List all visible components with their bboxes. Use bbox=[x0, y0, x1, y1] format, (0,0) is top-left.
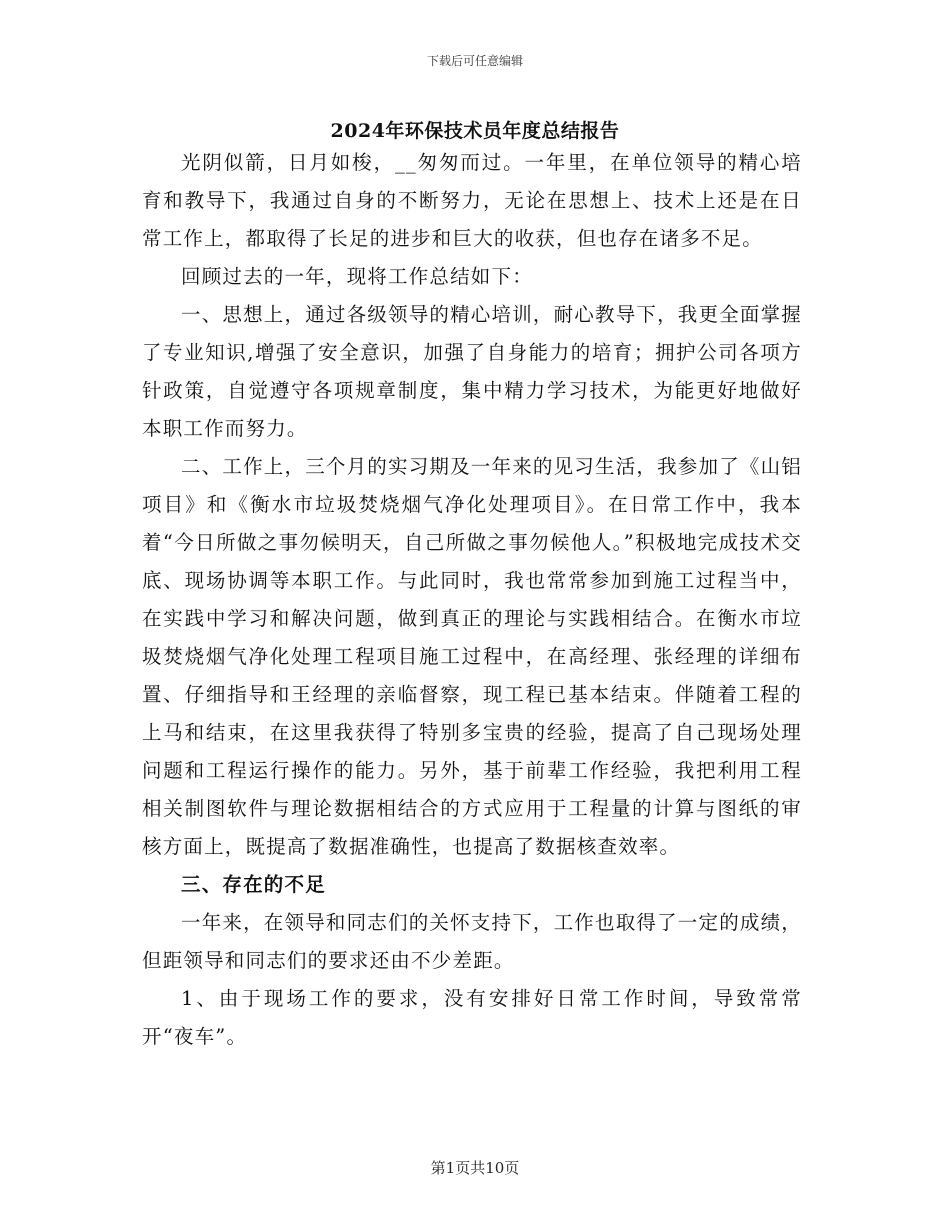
paragraph-intro: 光阴似箭，日月如梭，__匆匆而过。一年里，在单位领导的精心培育和教导下，我通过自身的不断努力，无论在思想上、技术上还是在日常工作上，都取得了长足的进步和巨大的收获，但也存在诸多不足。 bbox=[142, 151, 802, 250]
document-body bbox=[142, 144, 802, 1056]
paragraph-shortcomings-intro: 一年来，在领导和同志们的关怀支持下，工作也取得了一定的成绩，但距领导和同志们的要求还由不少差距。 bbox=[142, 911, 803, 972]
document-title: 2024年环保技术员年度总结报告 bbox=[330, 120, 620, 142]
paragraph-shortcoming-1: 1、由于现场工作的要求，没有安排好日常工作时间，导致常常开“夜车”。 bbox=[142, 987, 802, 1048]
page-number: 第1页共10页 bbox=[430, 1159, 520, 1177]
paragraph-ideology: 一、思想上，通过各级领导的精心培训，耐心教导下，我更全面掌握了专业知识,增强了安全意识，加强了自身能力的培育；拥护公司各项方针政策，自觉遵守各项规章制度，集中精力学习技术，为能更好地做好本职工作而努力。 bbox=[142, 303, 803, 440]
section-heading-shortcomings: 三、存在的不足 bbox=[181, 873, 326, 896]
paragraph-summary-lead: 回顾过去的一年，现将工作总结如下： bbox=[181, 265, 533, 288]
paragraph-work: 二、工作上，三个月的实习期及一年来的见习生活，我参加了《山铝项目》和《衡水市垃圾焚烧烟气净化处理项目》。在日常工作中，我本着“今日所做之事勿候明天，自己所做之事勿候他人。”积极地完成技术交底、现场协调等本职工作。与此同时，我也常常参加到施工过程当中，在实践中学习和解决问题，做到真正的理论与实践相结合。在衡水市垃圾焚烧烟气净化处理工程项目施工过程中，在高经理、张经理的详细布置、仔细指导和王经理的亲临督察，现工程已基本结束。伴随着工程的上马和结束，在这里我获得了特别多宝贵的经验，提高了自己现场处理问题和工程运行操作的能力。另外，基于前辈工作经验，我把利用工程相关制图软件与理论数据相结合的方式应用于工程量的计算与图纸的审核方面上，既提高了数据准确性，也提高了数据核查效率。 bbox=[142, 455, 803, 858]
header-note: 下载后可任意编辑 bbox=[426, 54, 523, 68]
